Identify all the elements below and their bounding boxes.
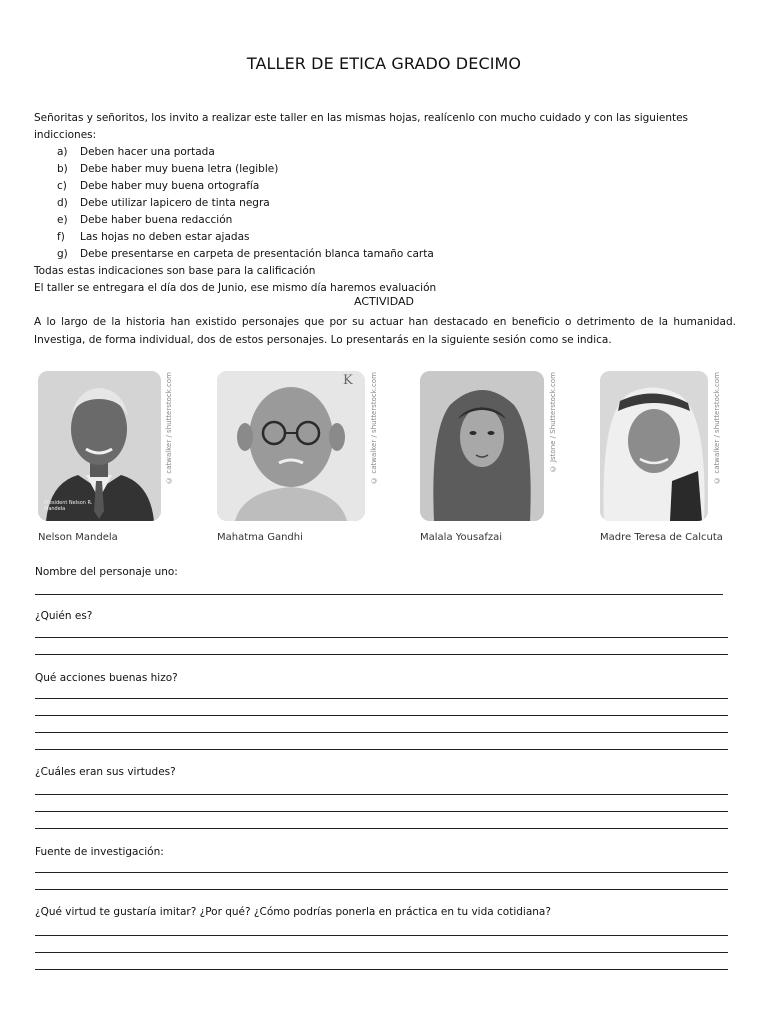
list-marker: c) [57, 180, 67, 192]
photo-overlay-text: K [343, 373, 353, 388]
list-marker: b) [57, 163, 68, 175]
list-text: Debe utilizar lapicero de tinta negra [80, 197, 270, 209]
list-item [34, 229, 744, 246]
answer-line[interactable] [35, 637, 728, 638]
question-acciones-buenas: Qué acciones buenas hizo? [35, 672, 178, 684]
photo-watermark: © catwalker / shutterstock.com [165, 372, 173, 484]
answer-line[interactable] [35, 889, 728, 890]
caption-malala-yousafzai: Malala Yousafzai [420, 532, 502, 543]
answer-line[interactable] [35, 794, 728, 795]
list-marker: a) [57, 146, 68, 158]
answer-line[interactable] [35, 872, 728, 873]
answer-line[interactable] [35, 811, 728, 812]
list-text: Debe haber buena redacción [80, 214, 233, 226]
intro-text: Señoritas y señoritos, los invito a realizar este taller en las mismas hojas, realícenlo con mucho cuidado y con las siguientes indicciones: [34, 112, 689, 141]
answer-line[interactable] [35, 749, 728, 750]
list-text: Debe haber muy buena letra (legible) [80, 163, 279, 175]
question-fuente: Fuente de investigación: [35, 846, 164, 858]
activity-text: A lo largo de la historia han existido personajes que por su actuar han destacado en beneficio o detrimento de la humanidad. Investiga, de forma individual, dos de estos personajes. Lo presentarás en la siguiente sesión como se indica. [34, 316, 736, 346]
answer-line[interactable] [35, 935, 728, 936]
grading-note: Todas estas indicaciones son base para la calificación [34, 265, 316, 277]
list-marker: d) [57, 197, 68, 209]
question-virtudes: ¿Cuáles eran sus virtudes? [35, 766, 176, 778]
photo-watermark: © catwalker / shutterstock.com [370, 372, 378, 484]
answer-line[interactable] [35, 969, 728, 970]
photo-overlay-text: President Nelson R. Mandela [44, 500, 93, 512]
instructions-block [34, 110, 744, 297]
list-item [34, 246, 744, 263]
list-item [34, 144, 744, 161]
list-item [34, 161, 744, 178]
photo-madre-teresa [600, 371, 708, 521]
answer-line[interactable] [35, 594, 723, 595]
photo-watermark: © Jstone / Shutterstock.com [549, 372, 557, 473]
answer-line[interactable] [35, 698, 728, 699]
list-text: Deben hacer una portada [80, 146, 215, 158]
answer-line[interactable] [35, 952, 728, 953]
list-text: Debe haber muy buena ortografía [80, 180, 260, 192]
list-marker: e) [57, 214, 68, 226]
requirements-list [34, 144, 744, 263]
due-date-note: El taller se entregara el día dos de Junio, ese mismo día haremos evaluación [34, 282, 437, 294]
photo-mahatma-gandhi [217, 371, 365, 521]
list-item [34, 212, 744, 229]
caption-mahatma-gandhi: Mahatma Gandhi [217, 532, 303, 543]
list-marker: g) [57, 248, 68, 260]
question-personaje: Nombre del personaje uno: [35, 566, 178, 578]
photo-watermark: © catwalker / shutterstock.com [713, 372, 721, 484]
page-title: TALLER DE ETICA GRADO DECIMO [246, 54, 522, 73]
list-item [34, 178, 744, 195]
photo-malala-yousafzai [420, 371, 544, 521]
list-item [34, 195, 744, 212]
answer-line[interactable] [35, 732, 728, 733]
list-text: Debe presentarse en carpeta de presentación blanca tamaño carta [80, 248, 434, 260]
answer-line[interactable] [35, 715, 728, 716]
answer-line[interactable] [35, 654, 728, 655]
photo-nelson-mandela [38, 371, 161, 521]
caption-nelson-mandela: Nelson Mandela [38, 532, 118, 543]
activity-heading: ACTIVIDAD [353, 295, 415, 308]
question-virtud-imitar: ¿Qué virtud te gustaría imitar? ¿Por qué? ¿Cómo podrías ponerla en práctica en tu vida cotidiana? [35, 906, 551, 918]
caption-madre-teresa: Madre Teresa de Calcuta [600, 532, 723, 543]
list-text: Las hojas no deben estar ajadas [80, 231, 250, 243]
list-marker: f) [57, 231, 65, 243]
answer-line[interactable] [35, 828, 728, 829]
question-quien-es: ¿Quién es? [35, 610, 93, 622]
